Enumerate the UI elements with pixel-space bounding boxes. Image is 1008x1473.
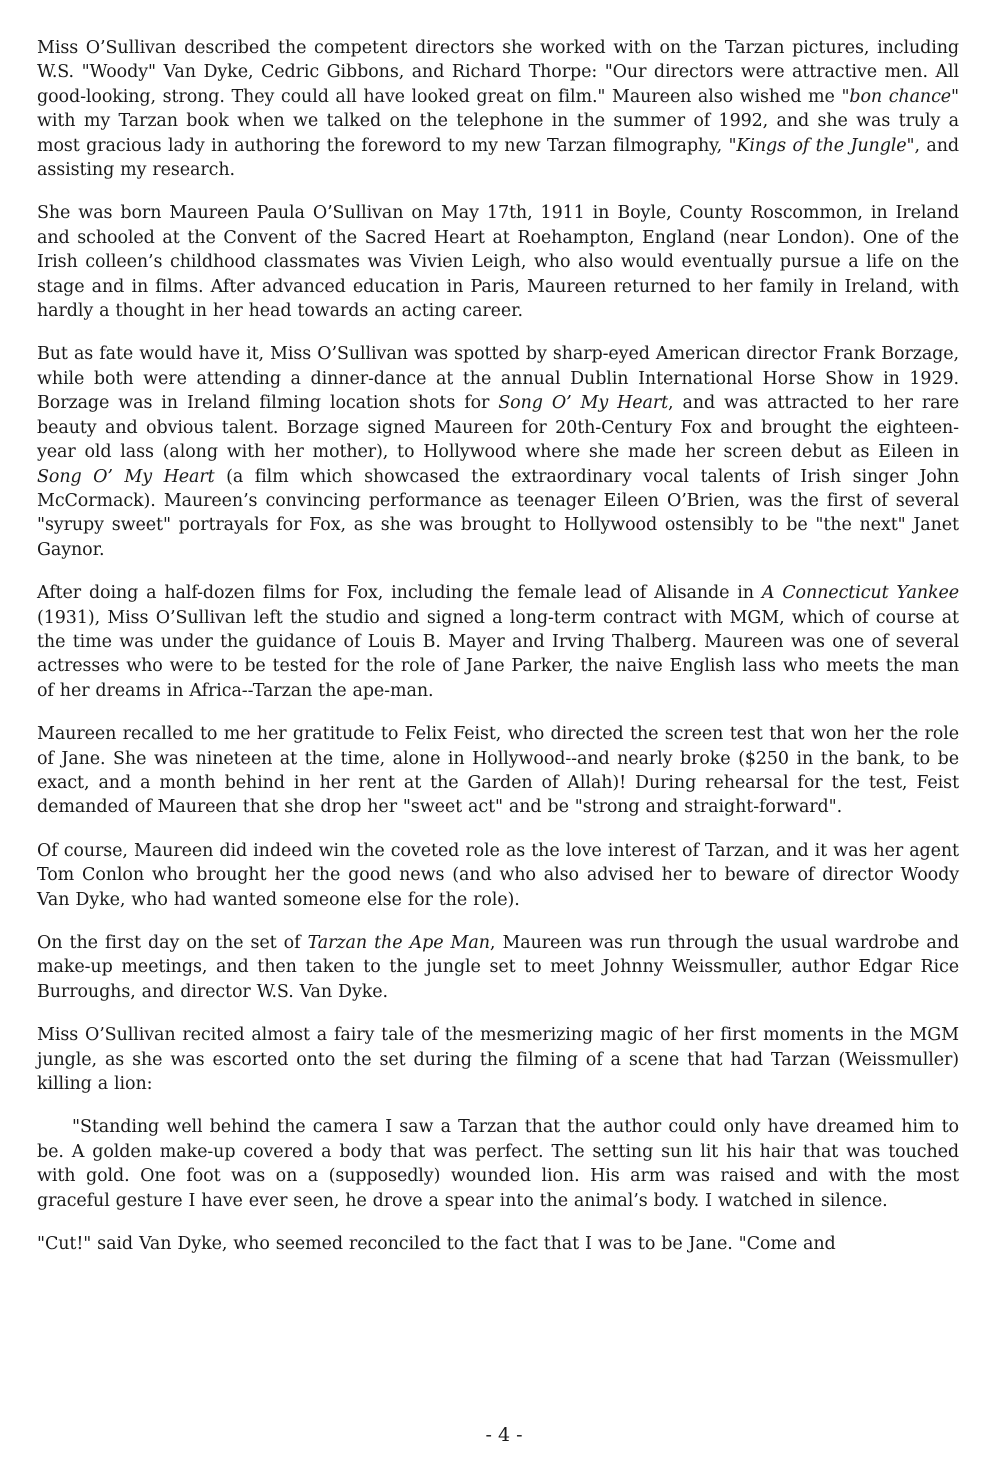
paragraph-text: , and assisting my research. (37, 135, 959, 181)
paragraph-text: But as fate would have it, Miss O’Sullivan was spotted by sharp-eyed American director Frank Borzage, while both were attending a dinner-dance at the annual Dublin International Horse Show in 1929. Borzage was in Ireland filming location shots for (37, 344, 959, 414)
italic-title-text: Tarzan the Ape Man (307, 933, 490, 953)
italic-title-text: Song O’ My Heart (498, 393, 669, 414)
italic-title-text: A Connecticut Yankee (761, 583, 960, 604)
paragraph-text: After doing a half-dozen films for Fox, including the female lead of Alisande in (37, 583, 762, 604)
italic-title-text: "bon chance" (841, 86, 959, 107)
paragraph-text: Maureen recalled to me her gratitude to Felix Feist, who directed the screen test that won her the role of Jane. She was nineteen at the time, alone in Hollywood--and nearly broke ($250 in the bank, to be exact, and a month behind in her rent at the Garden of Allah)! During rehearsal for the test, Feist demanded of Maureen that she drop her "sweet act" and be "strong and straight-forward". (37, 724, 959, 818)
paragraph-text: Miss O’Sullivan recited almost a fairy tale of the mesmerizing magic of her first moments in the MGM jungle, as she was escorted onto the set during the filming of a scene that had Tarzan (Weissmuller) killing a lion: (37, 1025, 959, 1095)
paragraph-text: , and was attracted to her rare beauty and obvious talent. Borzage signed Maureen for 20th-Century Fox and brought the eighteen-year old lass (along with her mother), to Hollywood where she made her screen debut as Eileen in (37, 393, 960, 463)
paragraph-text: , Maureen was run through the usual wardrobe and make-up meetings, and then taken to the jungle set to meet Johnny Weissmuller, author Edgar Rice Burroughs, and director W.S. Van Dyke. (37, 933, 960, 1002)
paragraph-text: "Standing well behind the camera I saw a Tarzan that the author could only have dreamed him to be. A golden make-up covered a body that was perfect. The setting sun lit his hair that was touched with gold. One foot was on a (supposedly) wounded lion. His arm was raised and with the most graceful gesture I have ever seen, he drove a spear into the animal’s body. I watched in silence. (37, 1117, 959, 1211)
paragraph-text: (1931), Miss O’Sullivan left the studio and signed a long-term contract with MGM, which of course at the time was under the guidance of Louis B. Mayer and Irving Thalberg. Maureen was one of several actresses who were to be tested for the role of Jane Parker, the naive English lass who meets the man of her dreams in Africa--Tarzan the ape-man. (37, 607, 959, 701)
paragraph-text: On the first day on the set of (37, 933, 308, 953)
body-paragraph (37, 931, 959, 1004)
paragraph-text: Of course, Maureen did indeed win the coveted role as the love interest of Tarzan, and it was her agent Tom Conlon who brought her the good news (and who also advised her to beware of director Woody Van Dyke, who had wanted someone else for the role). (37, 840, 959, 910)
page-number: - 4 - (485, 1424, 523, 1446)
body-paragraph (37, 839, 959, 912)
body-paragraph (37, 36, 959, 182)
paragraph-text: (a film which showcased the extraordinary vocal talents of Irish singer John McCormack). Maureen’s convincing performance as teenager Eileen O’Brien, was the first of several "syrupy sweet" portrayals for Fox, as she was brought to Hollywood ostensibly to be "the next" Janet Gaynor. (37, 466, 960, 560)
body-paragraph (37, 1232, 959, 1256)
body-paragraph (37, 1023, 959, 1096)
document-page (37, 36, 959, 1275)
italic-title-text: "Kings of the Jungle" (728, 135, 915, 156)
italic-title-text: Song O’ My Heart (37, 466, 215, 487)
body-paragraph (37, 722, 959, 820)
paragraph-text: "Cut!" said Van Dyke, who seemed reconciled to the fact that I was to be Jane. "Come and (37, 1234, 836, 1255)
body-paragraph (37, 581, 959, 703)
body-paragraph (37, 201, 959, 323)
paragraph-text: with my Tarzan book when we talked on the telephone in the summer of 1992, and she was truly a most gracious lady in authoring the foreword to my new Tarzan filmography, (37, 111, 959, 156)
paragraph-text: She was born Maureen Paula O’Sullivan on May 17th, 1911 in Boyle, County Roscommon, in Ireland and schooled at the Convent of the Sacred Heart at Roehampton, England (near London). One of the Irish colleen’s childhood classmates was Vivien Leigh, who also would eventually pursue a life on the stage and in films. After advanced education in Paris, Maureen returned to her family in Ireland, with hardly a thought in her head towards an acting career. (37, 203, 959, 322)
body-paragraph (37, 342, 959, 562)
block-quote-paragraph (37, 1115, 959, 1213)
paragraph-text: Miss O’Sullivan described the competent directors she worked with on the Tarzan pictures, including W.S. "Woody" Van Dyke, Cedric Gibbons, and Richard Thorpe: "Our directors were attractive men. All good-looking, strong. They could all have looked great on film." Maureen also wished me (37, 38, 959, 107)
